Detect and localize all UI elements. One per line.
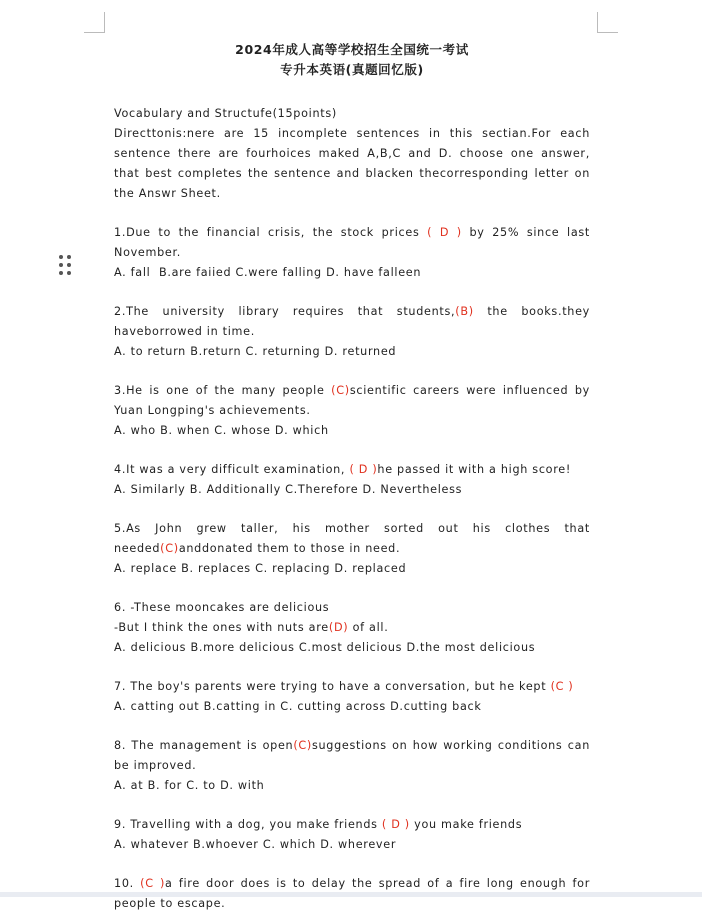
answer-mark: ( D ) [381,818,410,831]
answer-options: A. whatever B.whoever C. which D. wherever [114,838,397,851]
question-item [114,460,590,500]
page-corner-mark-top-right [597,12,618,33]
directions-line: sentence there are fourhoices maked A,B,C and D. choose one answer, [114,147,590,160]
stem-text: Yuan Longping's achievements. [114,404,311,417]
question-stem-line [114,401,590,421]
stem-text: November. [114,246,182,259]
stem-text: 4.It was a very difficult examination, [114,463,350,476]
directions-line: the Answr Sheet. [114,187,221,200]
answer-mark: (C) [331,384,350,397]
stem-text: people to escape. [114,897,226,910]
stem-text: anddonated them to those in need. [178,542,401,555]
stem-text: scientific careers were influenced by [349,384,590,397]
question-stem-line [114,736,590,756]
answer-options: A. delicious B.more delicious C.most delicious D.the most delicious [114,641,536,654]
answer-options: A. fall B.are faiied C.were falling D. have falleen [114,266,422,279]
answer-mark: (C ) [140,877,166,890]
question-stem-line [114,598,590,618]
question-spacer [114,658,590,677]
question-item [114,677,590,717]
stem-text: -But I think the ones with nuts are [114,621,329,634]
stem-text: be improved. [114,759,197,772]
stem-text: 7. The boy's parents were trying to have a conversation, but he kept [114,680,551,693]
stem-text: 3.He is one of the many people [114,384,332,397]
question-spacer [114,362,590,381]
answer-mark: ( D ) [349,463,378,476]
question-stem-line [114,381,590,401]
answer-mark: (C ) [550,680,574,693]
page-corner-mark-top-left [84,12,105,33]
directions-line: Directtonis:nere are 15 incomplete sentences in this sectian.For each [114,127,590,140]
directions-paragraph [114,124,590,204]
question-stem-line [114,322,590,342]
question-item [114,519,590,579]
answer-mark: (B) [455,305,474,318]
stem-text: 6. -These mooncakes are delicious [114,601,330,614]
status-strip [0,892,702,897]
answer-options: A. at B. for C. to D. with [114,779,265,792]
document-subtitle: 专升本英语(真题回忆版) [280,62,424,77]
question-stem-line [114,618,590,638]
question-stem-line [114,756,590,776]
question-item [114,815,590,855]
stem-text: 2.The university library requires that students, [114,305,456,318]
stem-text: the books.they [473,305,591,318]
stem-text: haveborrowed in time. [114,325,255,338]
question-spacer [114,796,590,815]
question-spacer [114,579,590,598]
stem-text: 1.Due to the financial crisis, the stock prices [114,226,428,239]
document-title: 2024年成人高等学校招生全国统一考试 [235,42,469,57]
stem-text: 10. [114,877,141,890]
stem-text: of all. [348,621,389,634]
question-stem-line [114,460,590,480]
question-spacer [114,855,590,874]
answer-mark: (C) [293,739,312,752]
directions-line: that best completes the sentence and blacken thecorresponding letter on [114,167,590,180]
question-stem-line [114,223,590,243]
question-list [114,204,590,914]
answer-options: A. who B. when C. whose D. which [114,424,329,437]
stem-text: needed [114,542,161,555]
answer-mark: (C) [160,542,179,555]
question-stem-line [114,519,590,539]
document-page [114,40,590,914]
answer-mark: (D) [328,621,349,634]
question-stem-line [114,874,590,894]
stem-text: by 25% since last [461,226,590,239]
answer-options: A. to return B.return C. returning D. returned [114,345,397,358]
answer-mark: ( D ) [427,226,462,239]
answer-options: A. replace B. replaces C. replacing D. replaced [114,562,407,575]
stem-text: 9. Travelling with a dog, you make friends [114,818,382,831]
stem-text: suggestions on how working conditions can [311,739,590,752]
stem-text: you make friends [409,818,523,831]
stem-text: he passed it with a high score! [377,463,572,476]
question-item [114,736,590,796]
stem-text: 5.As John grew taller, his mother sorted out his clothes that [114,522,590,535]
stem-text: a fire door does is to delay the spread of a fire long enough for [165,877,591,890]
question-spacer [114,500,590,519]
answer-options: A. Similarly B. Additionally C.Therefore D. Nevertheless [114,483,463,496]
drag-handle-icon[interactable] [59,255,73,277]
question-stem-line [114,539,590,559]
question-spacer [114,204,590,223]
question-item [114,598,590,658]
question-stem-line [114,894,590,914]
question-spacer [114,441,590,460]
question-spacer [114,717,590,736]
question-stem-line [114,243,590,263]
section-heading: Vocabulary and Structufe(15points) [114,107,337,120]
question-stem-line [114,815,590,835]
stem-text: 8. The management is open [114,739,294,752]
question-item [114,381,590,441]
question-item [114,223,590,283]
answer-options: A. catting out B.catting in C. cutting across D.cutting back [114,700,482,713]
question-spacer [114,283,590,302]
question-item [114,302,590,362]
question-stem-line [114,677,590,697]
question-stem-line [114,302,590,322]
